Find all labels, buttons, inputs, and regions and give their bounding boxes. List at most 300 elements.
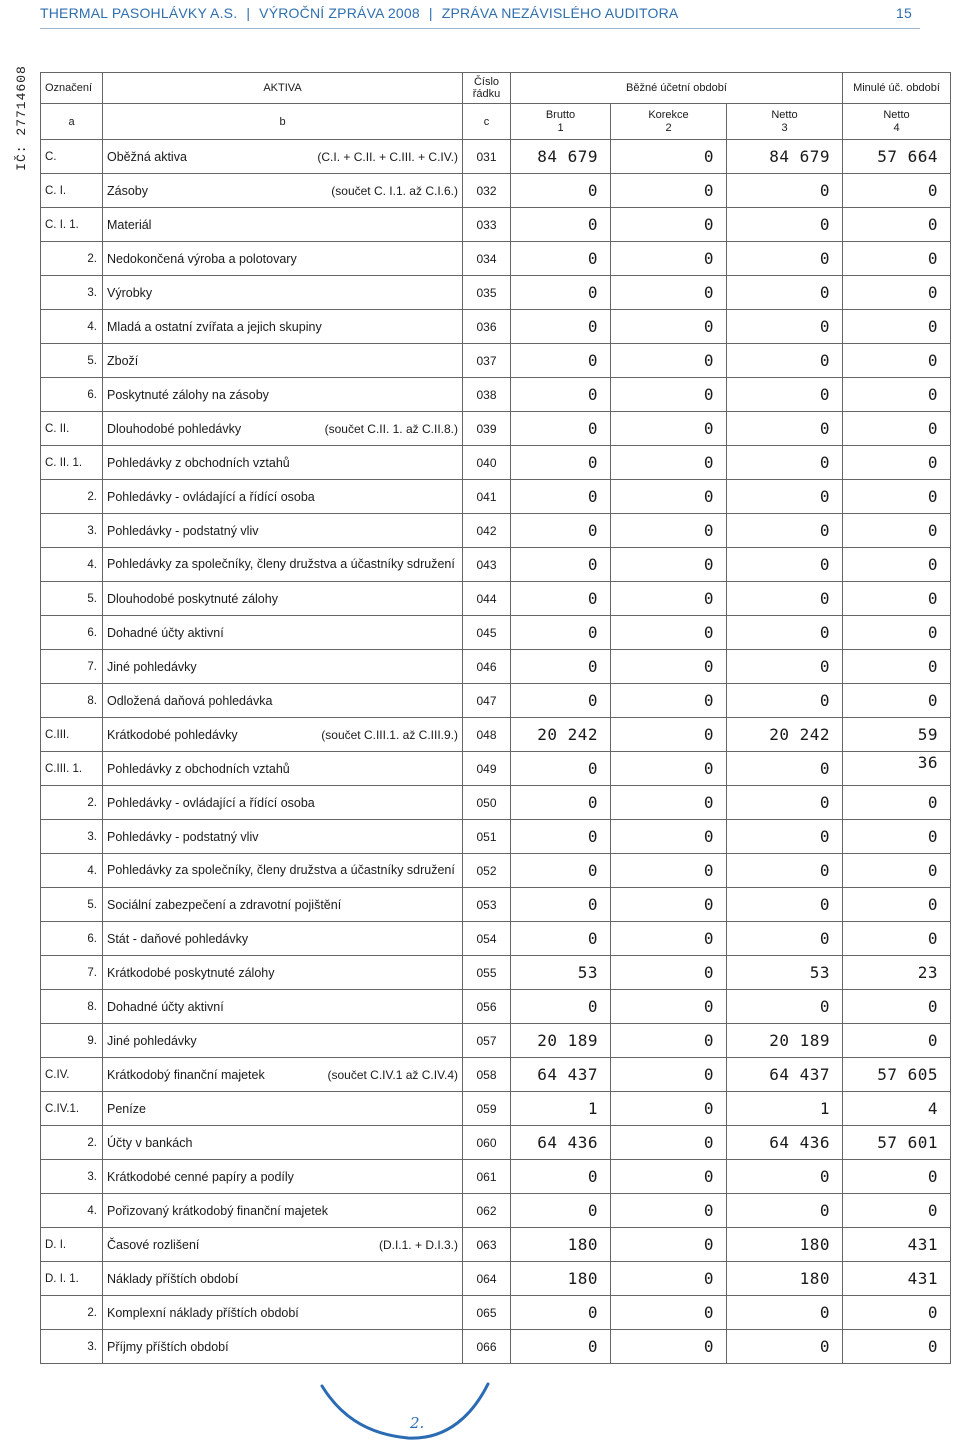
table-row: [41, 412, 951, 446]
row-name: [103, 922, 463, 956]
row-name-text: Dohadné účty aktivní: [107, 999, 224, 1014]
cell-netto-prev-value: 431: [907, 1235, 938, 1254]
cell-netto-prev-value: 0: [927, 691, 938, 710]
row-name-text: Pohledávky za společníky, členy družstva a účastníky sdružení: [107, 557, 455, 571]
row-line-number: 055: [463, 956, 511, 990]
cell-netto-prev-value: 0: [927, 623, 938, 642]
row-name: [103, 548, 463, 582]
row-name-text: Pohledávky - ovládající a řídící osoba: [107, 795, 315, 810]
cell-brutto: 0: [511, 344, 611, 378]
header-col-a: a: [41, 104, 103, 140]
cell-brutto: 180: [511, 1262, 611, 1296]
cell-brutto: 0: [511, 514, 611, 548]
cell-brutto: 0: [511, 412, 611, 446]
cell-brutto: 20 189: [511, 1024, 611, 1058]
row-code-text: 9.: [87, 1034, 97, 1047]
page-header: [40, 5, 920, 27]
row-code-text: C.IV.1.: [45, 1102, 80, 1115]
cell-netto-prev: [843, 922, 951, 956]
row-code: [41, 208, 103, 242]
cell-korekce: 0: [611, 412, 727, 446]
row-name-text: Dohadné účty aktivní: [107, 625, 224, 640]
cell-netto: 64 437: [727, 1058, 843, 1092]
row-code-text: 6.: [87, 932, 97, 945]
row-line-number: 061: [463, 1160, 511, 1194]
row-line-number: 033: [463, 208, 511, 242]
company-id-vertical: IČ: 27714608: [14, 65, 29, 171]
cell-brutto: 0: [511, 276, 611, 310]
cell-netto-prev: [843, 310, 951, 344]
page-number: 15: [896, 5, 912, 21]
header-brutto-label: Brutto: [545, 108, 576, 121]
cell-netto: 0: [727, 208, 843, 242]
cell-netto: 0: [727, 1330, 843, 1364]
row-code-text: C.III.: [45, 728, 70, 741]
table-row: [41, 1024, 951, 1058]
cell-netto-prev: [843, 140, 951, 174]
cell-netto: 0: [727, 480, 843, 514]
cell-netto-prev-value: 0: [927, 895, 938, 914]
cell-korekce: 0: [611, 378, 727, 412]
row-name-text: Pohledávky z obchodních vztahů: [107, 455, 290, 470]
cell-netto-prev-value: 57 601: [877, 1133, 938, 1152]
row-name: [103, 446, 463, 480]
row-code-text: 2.: [87, 252, 97, 265]
cell-netto-prev-value: 57 605: [877, 1065, 938, 1084]
cell-netto-prev: [843, 1160, 951, 1194]
row-line-number: 043: [463, 548, 511, 582]
table-row: [41, 854, 951, 888]
row-code: [41, 650, 103, 684]
row-name-text: Peníze: [107, 1101, 146, 1116]
table-row: [41, 276, 951, 310]
cell-netto: 0: [727, 786, 843, 820]
cell-netto-prev-value: 0: [927, 1031, 938, 1050]
cell-netto-prev: [843, 888, 951, 922]
row-line-number: 056: [463, 990, 511, 1024]
row-code-text: 6.: [87, 626, 97, 639]
table-row: [41, 378, 951, 412]
table-row: [41, 990, 951, 1024]
table-row: [41, 922, 951, 956]
cell-korekce: 0: [611, 242, 727, 276]
cell-netto: 0: [727, 650, 843, 684]
cell-netto-prev-value: 0: [927, 385, 938, 404]
header-netto-prev-number: 4: [893, 121, 900, 134]
cell-brutto: 0: [511, 888, 611, 922]
row-name-text: Materiál: [107, 217, 152, 232]
cell-netto-prev: [843, 242, 951, 276]
cell-brutto: 0: [511, 582, 611, 616]
table-row: [41, 888, 951, 922]
row-name: [103, 480, 463, 514]
signature-label: 2.: [410, 1414, 425, 1432]
row-code-text: C.IV.: [45, 1068, 70, 1081]
header-netto-prev-label: Netto: [883, 108, 910, 121]
cell-korekce: 0: [611, 1024, 727, 1058]
row-line-number: 059: [463, 1092, 511, 1126]
cell-netto-prev: [843, 854, 951, 888]
cell-netto-prev-value: 0: [927, 827, 938, 846]
row-code: [41, 412, 103, 446]
cell-netto-prev-value: 0: [927, 793, 938, 812]
row-code-text: 3.: [87, 1170, 97, 1183]
cell-netto-prev-value: 0: [927, 997, 938, 1016]
cell-netto-prev: [843, 1262, 951, 1296]
cell-netto-prev: [843, 412, 951, 446]
cell-brutto: 0: [511, 480, 611, 514]
row-code-text: C. I.: [45, 184, 67, 197]
cell-korekce: 0: [611, 1296, 727, 1330]
row-line-number: 041: [463, 480, 511, 514]
cell-netto: 0: [727, 888, 843, 922]
table-row: [41, 1262, 951, 1296]
header-separator: |: [428, 5, 433, 21]
cell-korekce: 0: [611, 650, 727, 684]
cell-korekce: 0: [611, 140, 727, 174]
row-name-text: Mladá a ostatní zvířata a jejich skupiny: [107, 319, 322, 334]
cell-brutto: 0: [511, 1160, 611, 1194]
cell-netto-prev-value: 0: [927, 1303, 938, 1322]
cell-brutto: 84 679: [511, 140, 611, 174]
cell-brutto: 0: [511, 1330, 611, 1364]
row-name-text: Jiné pohledávky: [107, 659, 197, 674]
cell-netto: 0: [727, 854, 843, 888]
table-row: [41, 718, 951, 752]
cell-netto-prev-value: 0: [927, 351, 938, 370]
cell-netto-prev-value: 0: [927, 181, 938, 200]
table-row: [41, 616, 951, 650]
row-name: [103, 1194, 463, 1228]
cell-netto-prev: [843, 752, 951, 786]
header-netto-number: 3: [781, 121, 788, 134]
cell-netto-prev-value: 0: [927, 317, 938, 336]
cell-korekce: 0: [611, 752, 727, 786]
header-netto-prev: [843, 104, 951, 140]
row-code: [41, 378, 103, 412]
cell-netto-prev: [843, 1228, 951, 1262]
row-code: [41, 820, 103, 854]
header-cislo-radku: Číslo řádku: [463, 73, 511, 104]
cell-brutto: 0: [511, 242, 611, 276]
cell-brutto: 180: [511, 1228, 611, 1262]
row-name: [103, 1262, 463, 1296]
cell-netto-prev-value: 0: [927, 555, 938, 574]
row-line-number: 035: [463, 276, 511, 310]
cell-brutto: 64 436: [511, 1126, 611, 1160]
row-code-text: C.III. 1.: [45, 762, 83, 775]
row-name-text: Účty v bankách: [107, 1135, 193, 1150]
cell-netto: 84 679: [727, 140, 843, 174]
cell-netto-prev: [843, 582, 951, 616]
row-name: [103, 242, 463, 276]
table-row: [41, 1058, 951, 1092]
cell-netto-prev: [843, 514, 951, 548]
table-row: [41, 1092, 951, 1126]
row-sum-formula: (C.I. + C.II. + C.III. + C.IV.): [317, 149, 458, 164]
row-code: [41, 514, 103, 548]
row-line-number: 048: [463, 718, 511, 752]
row-name: [103, 1092, 463, 1126]
cell-korekce: 0: [611, 208, 727, 242]
table-row: [41, 310, 951, 344]
cell-korekce: 0: [611, 854, 727, 888]
row-name: [103, 616, 463, 650]
row-line-number: 031: [463, 140, 511, 174]
row-code: [41, 956, 103, 990]
row-name: [103, 718, 463, 752]
row-line-number: 062: [463, 1194, 511, 1228]
cell-brutto: 0: [511, 1296, 611, 1330]
table-row: [41, 1296, 951, 1330]
row-name: [103, 752, 463, 786]
cell-korekce: 0: [611, 616, 727, 650]
cell-netto: 0: [727, 548, 843, 582]
cell-netto-prev-value: 59: [917, 725, 938, 744]
cell-korekce: 0: [611, 1330, 727, 1364]
row-code: [41, 310, 103, 344]
cell-netto-prev-value: 57 664: [877, 147, 938, 166]
row-line-number: 050: [463, 786, 511, 820]
row-name-text: Poskytnuté zálohy na zásoby: [107, 387, 269, 402]
cell-netto-prev-value: 0: [927, 1201, 938, 1220]
cell-netto: 180: [727, 1262, 843, 1296]
cell-netto-prev: [843, 1296, 951, 1330]
row-code-text: 2.: [87, 490, 97, 503]
cell-brutto: 64 437: [511, 1058, 611, 1092]
report-title: VÝROČNÍ ZPRÁVA 2008: [259, 5, 420, 21]
cell-netto-prev: [843, 1330, 951, 1364]
row-code: [41, 140, 103, 174]
row-code-text: 4.: [87, 864, 97, 877]
cell-korekce: 0: [611, 480, 727, 514]
header-brutto: [511, 104, 611, 140]
cell-korekce: 0: [611, 174, 727, 208]
row-name-text: Zboží: [107, 353, 139, 368]
cell-netto-prev: [843, 718, 951, 752]
row-name-text: Odložená daňová pohledávka: [107, 693, 273, 708]
row-line-number: 058: [463, 1058, 511, 1092]
cell-korekce: 0: [611, 956, 727, 990]
cell-netto: 20 242: [727, 718, 843, 752]
row-name: [103, 276, 463, 310]
cell-brutto: 0: [511, 1194, 611, 1228]
header-korekce-label: Korekce: [648, 108, 689, 121]
header-netto: [727, 104, 843, 140]
row-code: [41, 446, 103, 480]
cell-netto-prev-value: 0: [927, 283, 938, 302]
row-code: [41, 548, 103, 582]
cell-netto-prev: [843, 1092, 951, 1126]
cell-netto-prev: [843, 548, 951, 582]
cell-netto: 0: [727, 684, 843, 718]
row-name: [103, 854, 463, 888]
row-code-text: 3.: [87, 830, 97, 843]
cell-netto: 0: [727, 310, 843, 344]
row-code-text: 2.: [87, 796, 97, 809]
row-name: [103, 956, 463, 990]
header-col-b: b: [103, 104, 463, 140]
cell-netto: 0: [727, 1296, 843, 1330]
row-name-text: Náklady příštích období: [107, 1271, 239, 1286]
row-sum-formula: (součet C.III.1. až C.III.9.): [321, 727, 458, 742]
row-sum-formula: (součet C.IV.1 až C.IV.4): [327, 1067, 458, 1082]
row-name-text: Krátkodobé pohledávky: [107, 727, 238, 742]
cell-korekce: 0: [611, 1160, 727, 1194]
row-name: [103, 650, 463, 684]
row-name: [103, 412, 463, 446]
cell-brutto: 0: [511, 616, 611, 650]
table-row: [41, 208, 951, 242]
row-code: [41, 1194, 103, 1228]
cell-netto-prev: [843, 344, 951, 378]
cell-netto: 0: [727, 174, 843, 208]
row-name: [103, 208, 463, 242]
table-header-row-1: [41, 73, 951, 104]
cell-brutto: 0: [511, 310, 611, 344]
row-code: [41, 854, 103, 888]
cell-korekce: 0: [611, 1126, 727, 1160]
row-name-text: Pohledávky - ovládající a řídící osoba: [107, 489, 315, 504]
cell-netto-prev: [843, 378, 951, 412]
cell-korekce: 0: [611, 684, 727, 718]
row-code-text: 2.: [87, 1306, 97, 1319]
header-brutto-number: 1: [557, 121, 564, 134]
cell-netto-prev: [843, 208, 951, 242]
cell-brutto: 20 242: [511, 718, 611, 752]
row-name-text: Krátkodobé cenné papíry a podíly: [107, 1169, 294, 1184]
row-name: [103, 1160, 463, 1194]
row-name-text: Pohledávky z obchodních vztahů: [107, 761, 290, 776]
cell-korekce: 0: [611, 1262, 727, 1296]
row-code-text: 3.: [87, 524, 97, 537]
row-name-text: Zásoby: [107, 183, 148, 198]
row-line-number: 051: [463, 820, 511, 854]
row-line-number: 042: [463, 514, 511, 548]
cell-netto-prev-value: 0: [927, 1167, 938, 1186]
cell-netto-prev-value: 0: [927, 215, 938, 234]
cell-korekce: 0: [611, 1194, 727, 1228]
cell-korekce: 0: [611, 446, 727, 480]
row-code-text: 3.: [87, 1340, 97, 1353]
cell-netto: 0: [727, 242, 843, 276]
row-name-text: Krátkodobý finanční majetek: [107, 1067, 265, 1082]
cell-netto-prev-value: 0: [927, 419, 938, 438]
header-korekce-number: 2: [665, 121, 672, 134]
table-row: [41, 548, 951, 582]
table-row: [41, 1228, 951, 1262]
cell-brutto: 0: [511, 208, 611, 242]
company-name: THERMAL PASOHLÁVKY A.S.: [40, 5, 238, 21]
table-row: [41, 1194, 951, 1228]
row-name-text: Pohledávky za společníky, členy družstva a účastníky sdružení: [107, 863, 455, 877]
row-code: [41, 1228, 103, 1262]
row-line-number: 066: [463, 1330, 511, 1364]
cell-netto-prev: [843, 446, 951, 480]
cell-netto-prev-value: 0: [927, 487, 938, 506]
cell-netto-prev-value: 0: [927, 861, 938, 880]
row-code: [41, 990, 103, 1024]
signature-mark: [318, 1382, 498, 1444]
row-line-number: 032: [463, 174, 511, 208]
row-code: [41, 922, 103, 956]
row-name: [103, 684, 463, 718]
cell-netto-prev-value: 0: [927, 453, 938, 472]
row-name-text: Výrobky: [107, 285, 153, 300]
row-line-number: 044: [463, 582, 511, 616]
cell-brutto: 0: [511, 684, 611, 718]
row-code-text: 8.: [87, 1000, 97, 1013]
cell-korekce: 0: [611, 820, 727, 854]
row-name: [103, 1126, 463, 1160]
cell-netto: 0: [727, 616, 843, 650]
row-name-text: Nedokončená výroba a polotovary: [107, 251, 297, 266]
cell-netto-prev: [843, 990, 951, 1024]
row-code-text: D. I. 1.: [45, 1272, 79, 1285]
cell-netto-prev: [843, 650, 951, 684]
cell-netto: 0: [727, 446, 843, 480]
row-code-text: 8.: [87, 694, 97, 707]
cell-korekce: 0: [611, 1228, 727, 1262]
row-sum-formula: (součet C.II. 1. až C.II.8.): [324, 421, 458, 436]
row-name: [103, 344, 463, 378]
row-code-text: 5.: [87, 354, 97, 367]
cell-brutto: 0: [511, 174, 611, 208]
table-row: [41, 1126, 951, 1160]
cell-netto-prev: [843, 820, 951, 854]
cell-korekce: 0: [611, 514, 727, 548]
row-name: [103, 990, 463, 1024]
cell-netto: 1: [727, 1092, 843, 1126]
cell-netto-prev: [843, 1058, 951, 1092]
cell-netto-prev: [843, 616, 951, 650]
row-code: [41, 344, 103, 378]
table-row: [41, 344, 951, 378]
row-name-text: Příjmy příštích období: [107, 1339, 229, 1354]
row-code: [41, 276, 103, 310]
row-name: [103, 820, 463, 854]
row-name-text: Jiné pohledávky: [107, 1033, 197, 1048]
cell-brutto: 0: [511, 446, 611, 480]
cell-netto-prev: [843, 276, 951, 310]
row-code: [41, 174, 103, 208]
row-name: [103, 1228, 463, 1262]
table-row: [41, 684, 951, 718]
cell-netto-prev-value: 36: [917, 753, 938, 772]
cell-netto: 0: [727, 1194, 843, 1228]
cell-netto: 64 436: [727, 1126, 843, 1160]
cell-netto-prev-value: 0: [927, 1337, 938, 1356]
section-title: ZPRÁVA NEZÁVISLÉHO AUDITORA: [441, 5, 679, 21]
cell-netto: 20 189: [727, 1024, 843, 1058]
row-code-text: 2.: [87, 1136, 97, 1149]
row-name: [103, 140, 463, 174]
row-code: [41, 1330, 103, 1364]
row-line-number: 047: [463, 684, 511, 718]
cell-netto: 0: [727, 582, 843, 616]
table-row: [41, 820, 951, 854]
cell-netto: 0: [727, 752, 843, 786]
row-name-text: Sociální zabezpečení a zdravotní pojištění: [107, 897, 342, 912]
cell-netto-prev-value: 0: [927, 521, 938, 540]
table-row: [41, 174, 951, 208]
cell-netto-prev: [843, 1024, 951, 1058]
row-code: [41, 1024, 103, 1058]
row-line-number: 034: [463, 242, 511, 276]
cell-netto-prev-value: 0: [927, 589, 938, 608]
cell-netto-prev: [843, 174, 951, 208]
row-name-text: Dlouhodobé pohledávky: [107, 421, 242, 436]
